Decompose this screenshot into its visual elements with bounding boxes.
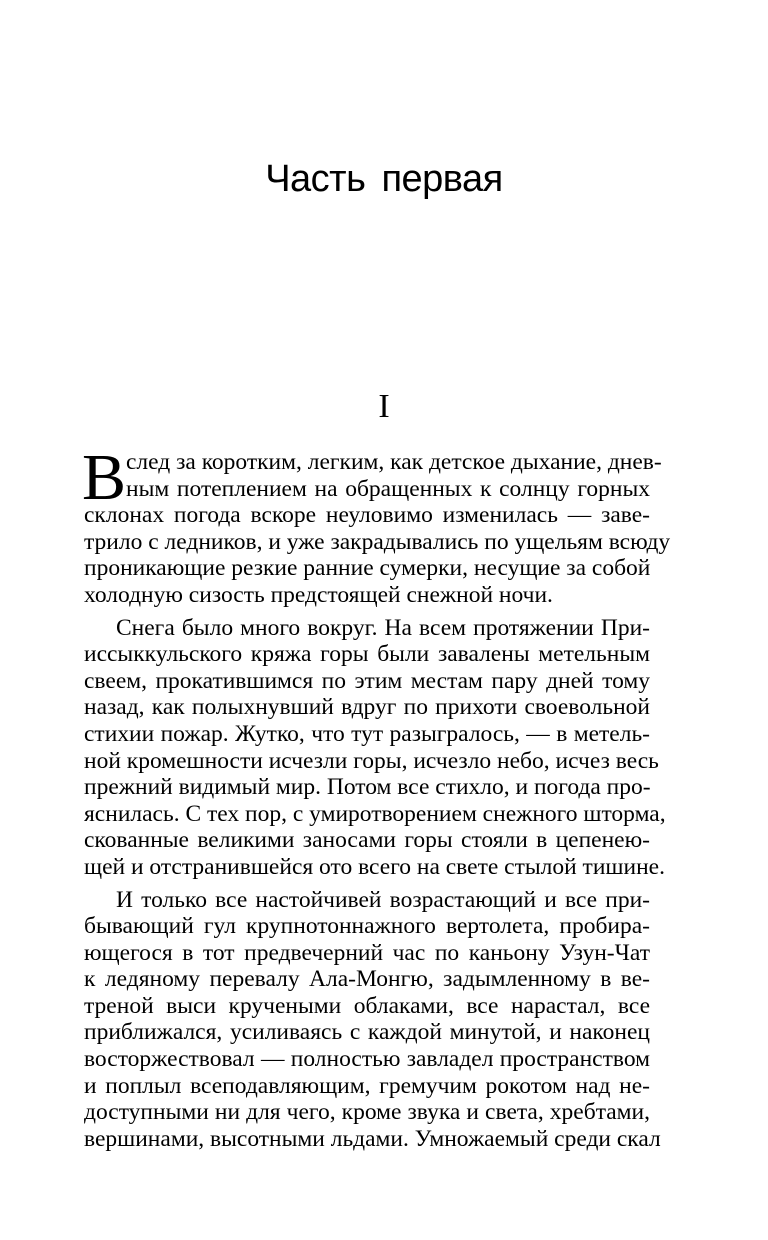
body-text: [82, 441, 671, 1152]
text-line: ной кромешности исчезли горы, исчезло небо, исчез весь: [84, 747, 659, 774]
text-line: к ледяному перевалу Ала-Монгю, задымленному в ве-: [84, 966, 650, 993]
text-line: ным потеплением на обращенных к солнцу горных: [126, 475, 650, 502]
paragraph-1: [82, 441, 671, 609]
text-line: щей и отстранившейся ото всего на свете стылой тишине.: [84, 853, 665, 880]
text-line: проникающие резкие ранние сумерки, несущие за собой: [84, 555, 651, 582]
part-title: Часть первая: [265, 158, 503, 200]
text-line: вершинами, высотными льдами. Умножаемый среди скал: [84, 1125, 661, 1152]
text-line: Снега было много вокруг. На всем протяжении При-: [116, 614, 650, 641]
text-line: стихии пожар. Жутко, что тут разыгралось, — в метель-: [84, 720, 650, 747]
text-line: след за коротким, легким, как детское дыхание, днев-: [126, 449, 662, 475]
text-line: прежний видимый мир. Потом все стихло, и погода про-: [84, 774, 651, 801]
text-line: треной выси кручеными облаками, все нарастал, все: [84, 992, 650, 1019]
text-line: доступными ни для чего, кроме звука и света, хребтами,: [84, 1099, 650, 1126]
text-line: трило с ледников, и уже закрадывались по ущельям всюду: [84, 528, 671, 555]
text-line: скованные великими заносами горы стояли в цепенею-: [84, 827, 650, 854]
text-line: яснилась. С тех пор, с умиротворением снежного шторма,: [84, 800, 666, 827]
text-line: иссыккульского кряжа горы были завалены метельным: [84, 641, 650, 668]
text-line: назад, как полыхнувший вдруг по прихоти своевольной: [84, 694, 650, 721]
text-line: бывающий гул крупнотоннажного вертолета, пробира-: [84, 913, 650, 940]
text-line: склонах погода вскоре неуловимо изменилась — заве-: [84, 502, 650, 529]
text-line: приближался, усиливаясь с каждой минутой, и наконец: [84, 1019, 650, 1046]
paragraph-2: [84, 614, 666, 881]
text-line: свеем, прокатившимся по этим местам пару дней тому: [84, 667, 650, 694]
chapter-number: I: [378, 388, 390, 425]
text-line: ющегося в тот предвечерний час по каньону Узун-Чат: [84, 939, 650, 966]
text-line: И только все настойчивей возрастающий и все при-: [116, 886, 650, 913]
drop-cap: В: [82, 441, 127, 514]
text-line: восторжествовал — полностью завладел пространством: [84, 1046, 650, 1073]
paragraph-3: [84, 886, 661, 1153]
text-line: холодную сизость предстоящей снежной ночи.: [84, 581, 553, 608]
text-line: и поплыл всеподавляющим, гремучим рокотом над не-: [84, 1072, 650, 1099]
